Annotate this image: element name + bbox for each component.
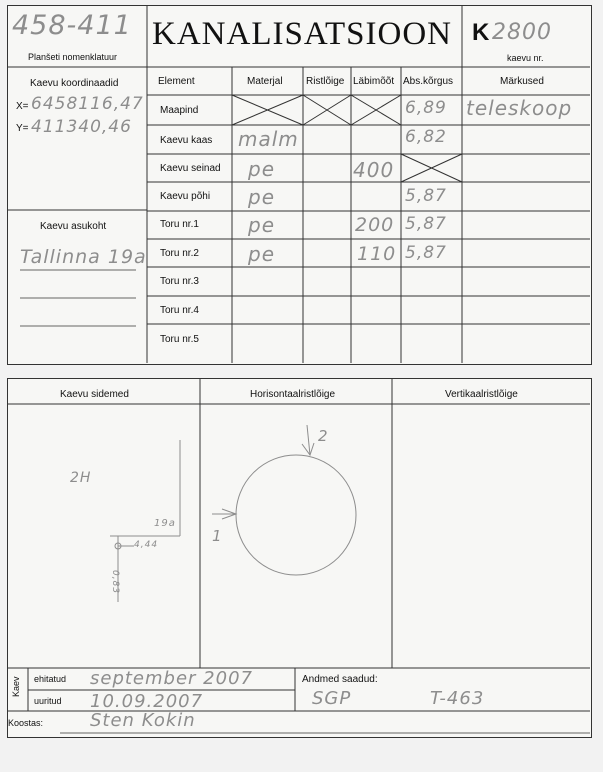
- building-label: 2H: [70, 470, 92, 486]
- x-coordinate: 6458116,47: [31, 94, 144, 114]
- sketch-col-horizontal: Horisontaalristlõige: [250, 389, 336, 400]
- row-element: Toru nr.2: [160, 248, 199, 259]
- y-coordinate: 411340,46: [31, 117, 132, 137]
- col-header-elevation: Abs.kõrgus: [403, 76, 454, 87]
- row-element: Toru nr.5: [160, 334, 199, 345]
- x-prefix: X=: [16, 101, 29, 112]
- source-label: Andmed saadud:: [302, 674, 378, 685]
- row-element: Kaevu kaas: [160, 135, 213, 146]
- elevation-value: 5,87: [405, 243, 447, 263]
- coords-label: Kaevu koordinaadid: [30, 78, 119, 89]
- elevation-value: 6,82: [405, 127, 447, 147]
- surveyed-value: 10.09.2007: [90, 691, 204, 712]
- dimension-label: 0,83: [110, 570, 120, 595]
- row-element: Toru nr.4: [160, 305, 199, 316]
- col-header-element: Element: [158, 76, 195, 87]
- page-title: KANALISATSIOON: [152, 16, 452, 52]
- author-value: Sten Kokin: [90, 710, 196, 731]
- well-number: 2800: [492, 20, 552, 45]
- material-value: pe: [248, 213, 275, 237]
- row-element: Kaevu seinad: [160, 163, 221, 174]
- col-header-diameter: Läbimõõt: [353, 76, 395, 87]
- row-element: Maapind: [160, 105, 199, 116]
- material-value: pe: [248, 157, 275, 181]
- diameter-value: 110: [357, 243, 397, 265]
- well-label: kaevu nr.: [507, 53, 544, 63]
- material-value: pe: [248, 185, 275, 209]
- address-label: 19a: [154, 518, 176, 529]
- material-value: pe: [248, 242, 275, 266]
- pipe-number-label: 2: [318, 427, 329, 445]
- material-value: malm: [238, 127, 299, 151]
- sketch-col-vertical: Vertikaalristlõige: [445, 389, 518, 400]
- surveyed-label: uuritud: [34, 696, 62, 706]
- elevation-value: 6,89: [405, 98, 447, 118]
- nomenclature-value: 458-411: [12, 10, 132, 41]
- elevation-value: 5,87: [405, 186, 447, 206]
- col-header-notes: Märkused: [500, 76, 544, 87]
- elevation-value: 5,87: [405, 214, 447, 234]
- well-prefix: K: [472, 19, 490, 46]
- row-element: Kaevu põhi: [160, 191, 211, 202]
- diameter-value: 200: [355, 214, 395, 236]
- row-element: Toru nr.3: [160, 276, 199, 287]
- built-value: september 2007: [90, 668, 253, 689]
- sketch-col-ties: Kaevu sidemed: [60, 389, 129, 400]
- location-label: Kaevu asukoht: [40, 221, 107, 232]
- author-label: Koostas:: [8, 718, 44, 728]
- row-element: Toru nr.1: [160, 219, 199, 230]
- diameter-value: 400: [353, 158, 395, 182]
- location-value: Tallinna 19a: [20, 246, 147, 268]
- built-label: ehitatud: [34, 674, 67, 684]
- dimension-label: 4,44: [134, 540, 159, 550]
- nomenclature-label: Planšeti nomenklatuur: [28, 52, 118, 62]
- source-value: T-463: [430, 688, 485, 709]
- well-vertical-label: Kaev: [11, 676, 21, 697]
- y-prefix: Y=: [16, 123, 29, 134]
- notes-value: teleskoop: [466, 96, 573, 120]
- col-header-section: Ristlõige: [306, 76, 345, 87]
- source-value: SGP: [312, 688, 352, 709]
- col-header-material: Materjal: [247, 76, 283, 87]
- pipe-number-label: 1: [212, 527, 223, 545]
